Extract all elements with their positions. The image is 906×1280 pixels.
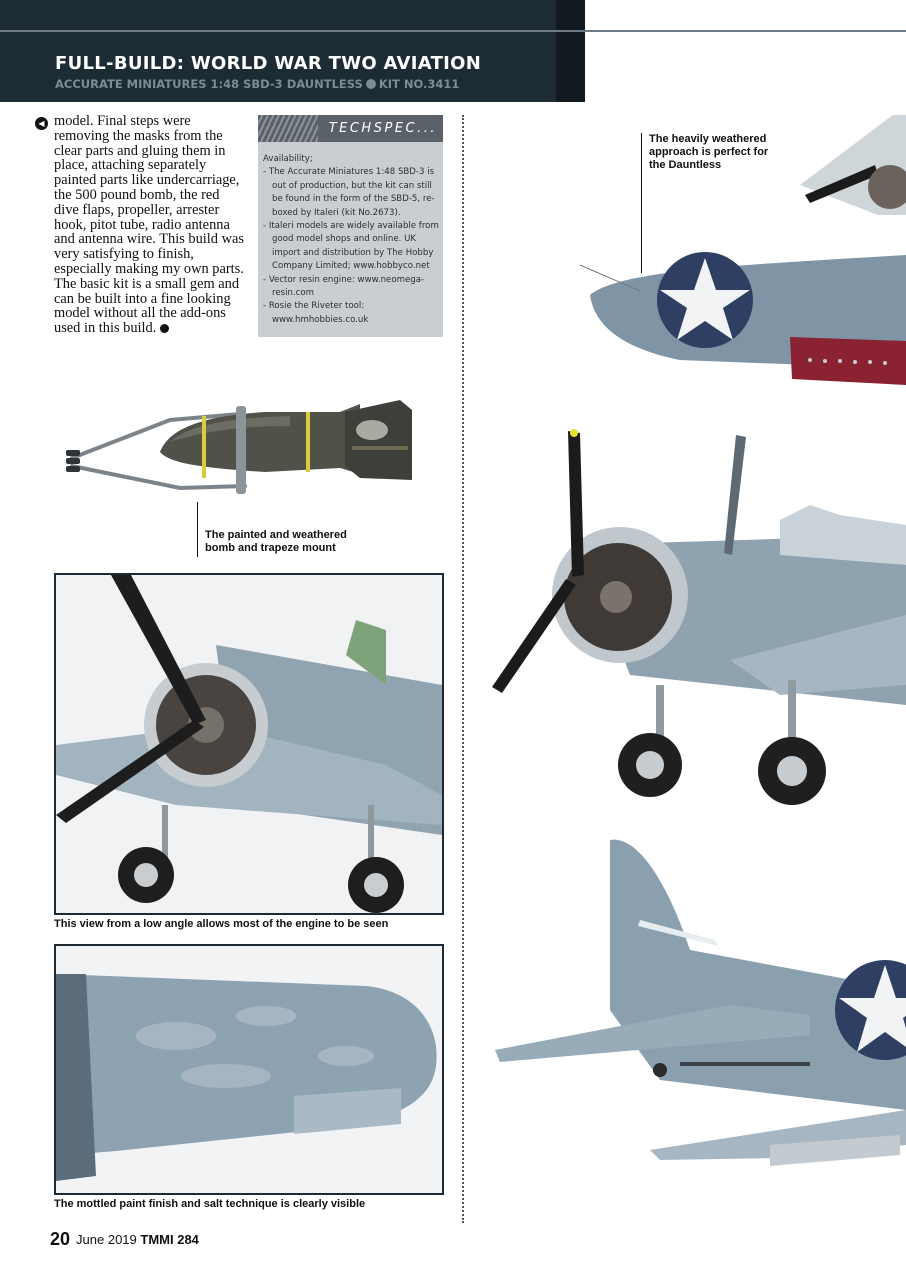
- issue-date: June 2019: [76, 1232, 137, 1247]
- techspec-list: [263, 166, 439, 327]
- caption-leader-line: [641, 133, 642, 273]
- section-title: FULL-BUILD: WORLD WAR TWO AVIATION: [55, 53, 482, 74]
- bullet-icon: [366, 79, 376, 89]
- canopy: [780, 505, 906, 565]
- techspec-box: [258, 115, 443, 337]
- mount-band: [236, 406, 246, 494]
- techspec-heading: Availability;: [263, 154, 313, 164]
- techspec-item: - Vector resin engine: www.neomega-resin.com: [263, 274, 425, 299]
- wing-photo-frame: [54, 944, 444, 1195]
- magazine-issue: TMMI 284: [140, 1232, 199, 1247]
- caption-leader-line: [197, 502, 198, 557]
- mount-claws: [66, 450, 80, 472]
- propeller-blade: [492, 579, 576, 693]
- techspec-body: [263, 153, 439, 327]
- body-paragraph: model. Final steps were removing the masks from the clear parts and gluing them in place, attaching separately painted parts like undercarriage, the 500 pound bomb, the red dive flaps, propeller, arrester hook, pitot tube, radio antenna and antenna wire. This build was very satisfying to finish, especially making my own parts. The basic kit is a small gem and can be built into a fine looking model without all the add-ons used in this build.: [54, 113, 244, 337]
- column-divider: [462, 115, 464, 1223]
- weathered-caption: The heavily weathered approach is perfect for the Dauntless: [649, 133, 769, 171]
- prop-tip: [570, 429, 578, 437]
- arrester-hook: [680, 1062, 810, 1066]
- kit-subtitle: [55, 77, 459, 91]
- engine-photo-frame: [54, 573, 444, 915]
- landing-gear: [368, 805, 374, 865]
- techspec-header: [258, 115, 443, 142]
- hatch-pattern: [258, 115, 318, 142]
- mottled-caption: The mottled paint finish and salt technique is clearly visible: [54, 1198, 366, 1210]
- techspec-item: - Rosie the Riveter tool: www.hmhobbies.co.uk: [263, 301, 369, 325]
- techspec-title: TECHSPEC...: [328, 121, 437, 136]
- dive-flap: [790, 337, 906, 385]
- end-mark-icon: [160, 324, 169, 333]
- header-edge: [556, 0, 585, 102]
- low-angle-caption: This view from a low angle allows most of the engine to be seen: [54, 918, 389, 930]
- engine-photo: [56, 575, 442, 913]
- bomb-caption-text: The painted and weathered bomb and trapeze mount: [205, 529, 347, 554]
- bomb-caption: [205, 529, 355, 555]
- tail-wheel: [653, 1063, 667, 1077]
- radio-antenna: [724, 435, 746, 555]
- bomb-photo: [60, 392, 420, 504]
- bomb-body: [160, 404, 360, 478]
- techspec-item: - Italeri models are widely available from good model shops and online. UK import and distribution by The Hobby Company Limited; www.hobbyco.net: [263, 221, 439, 272]
- kit-name: ACCURATE MINIATURES 1:48 SBD-3 DAUNTLESS: [55, 77, 363, 91]
- page-footer: [50, 1229, 199, 1250]
- front-three-quarter-photo: [480, 425, 906, 815]
- techspec-item: - The Accurate Miniatures 1:48 SBD-3 is out of production, but the kit can still be found in the form of the SBD-5, re-boxed by Italeri (kit No.2673).: [263, 167, 435, 218]
- bomb-fins: [345, 400, 412, 480]
- continued-arrow-icon: ◀: [35, 117, 48, 130]
- wing-photo: [56, 946, 442, 1193]
- kit-number: KIT NO.3411: [378, 77, 460, 91]
- tail-photo: [480, 830, 906, 1250]
- page-number: 20: [50, 1229, 71, 1249]
- header-rule: [0, 30, 906, 32]
- article-body: [54, 114, 246, 336]
